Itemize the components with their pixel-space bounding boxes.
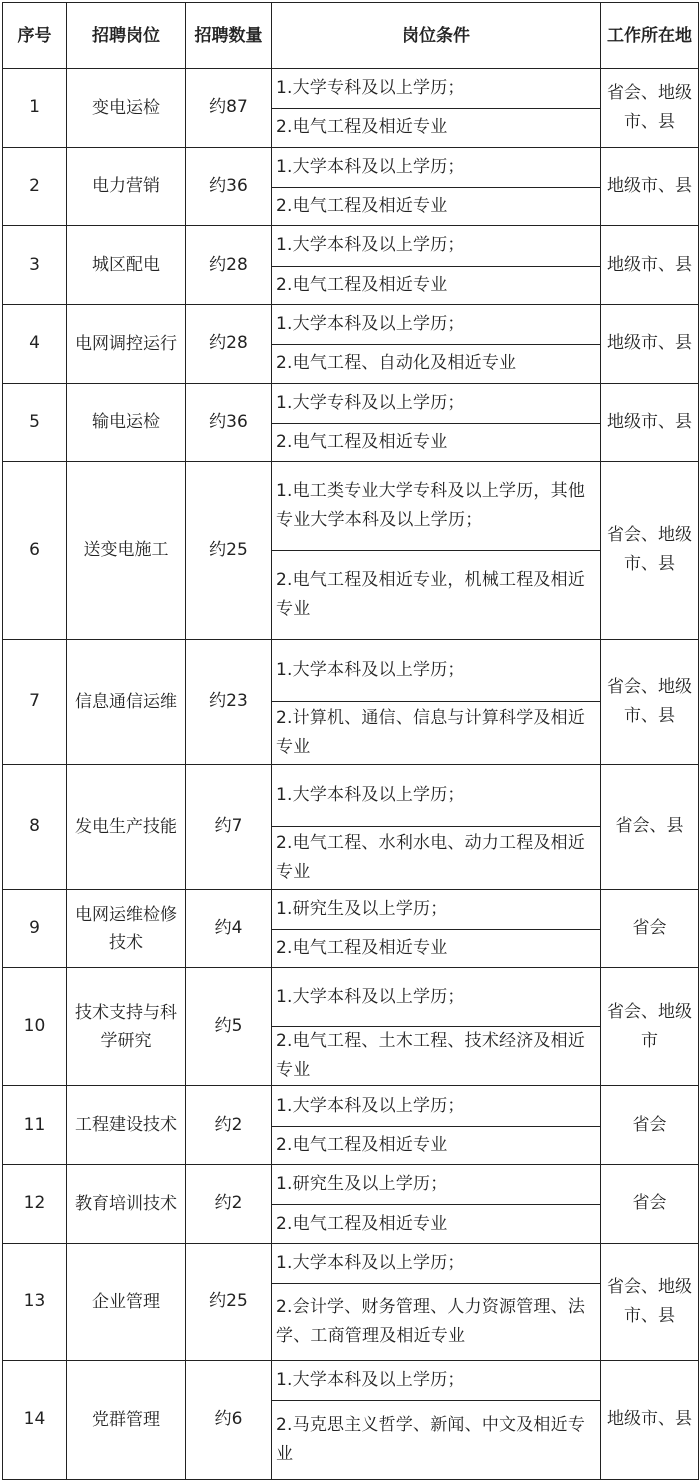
- row-condition-2: 2.电气工程及相近专业，机械工程及相近专业: [272, 550, 601, 639]
- row-condition-1: 1.大学本科及以上学历；: [272, 639, 601, 702]
- row-count: 约25: [186, 462, 272, 640]
- row-position: 技术支持与科学研究: [67, 968, 186, 1086]
- row-location: 省会: [601, 1165, 699, 1244]
- row-condition-1: 1.大学本科及以上学历；: [272, 1360, 601, 1400]
- row-condition-2: 2.电气工程、自动化及相近专业: [272, 345, 601, 383]
- row-location: 省会、地级市、县: [601, 69, 699, 148]
- row-location: 省会、地级市、县: [601, 462, 699, 640]
- row-count: 约5: [186, 968, 272, 1086]
- table-row: [3, 968, 699, 1026]
- row-condition-1: 1.电工类专业大学专科及以上学历，其他专业大学本科及以上学历；: [272, 462, 601, 551]
- row-condition-2: 2.电气工程及相近专业: [272, 423, 601, 461]
- row-location: 地级市、县: [601, 1360, 699, 1479]
- row-condition-1: 1.大学专科及以上学历；: [272, 69, 601, 109]
- row-condition-2: 2.电气工程、水利水电、动力工程及相近专业: [272, 827, 601, 890]
- table-header-row: [3, 3, 699, 69]
- table-row: [3, 1165, 699, 1205]
- row-condition-1: 1.大学本科及以上学历；: [272, 1243, 601, 1283]
- table-row: [3, 226, 699, 266]
- row-position: 输电运检: [67, 383, 186, 462]
- row-index: 7: [3, 639, 67, 764]
- row-position: 电网调控运行: [67, 304, 186, 383]
- row-index: 12: [3, 1165, 67, 1244]
- row-condition-1: 1.大学本科及以上学历；: [272, 226, 601, 266]
- row-location: 省会、地级市: [601, 968, 699, 1086]
- row-location: 省会、地级市、县: [601, 1243, 699, 1360]
- row-count: 约87: [186, 69, 272, 148]
- table-row: [3, 889, 699, 929]
- row-index: 8: [3, 764, 67, 889]
- row-position: 教育培训技术: [67, 1165, 186, 1244]
- row-condition-1: 1.研究生及以上学历；: [272, 889, 601, 929]
- row-index: 11: [3, 1086, 67, 1165]
- row-count: 约2: [186, 1165, 272, 1244]
- row-location: 地级市、县: [601, 226, 699, 305]
- row-index: 1: [3, 69, 67, 148]
- row-count: 约4: [186, 889, 272, 968]
- row-position: 企业管理: [67, 1243, 186, 1360]
- row-condition-1: 1.大学专科及以上学历；: [272, 383, 601, 423]
- row-location: 省会: [601, 889, 699, 968]
- table-row: [3, 69, 699, 109]
- row-count: 约2: [186, 1086, 272, 1165]
- header-location: 工作所在地: [601, 3, 699, 69]
- row-condition-2: 2.电气工程及相近专业: [272, 266, 601, 304]
- row-condition-2: 2.计算机、通信、信息与计算科学及相近专业: [272, 702, 601, 765]
- recruitment-table: [2, 2, 699, 1480]
- row-index: 10: [3, 968, 67, 1086]
- row-count: 约7: [186, 764, 272, 889]
- row-index: 9: [3, 889, 67, 968]
- row-count: 约36: [186, 147, 272, 226]
- row-condition-2: 2.电气工程及相近专业: [272, 187, 601, 225]
- row-index: 3: [3, 226, 67, 305]
- row-position: 城区配电: [67, 226, 186, 305]
- row-location: 地级市、县: [601, 304, 699, 383]
- row-condition-1: 1.大学本科及以上学历；: [272, 968, 601, 1026]
- row-position: 工程建设技术: [67, 1086, 186, 1165]
- row-position: 党群管理: [67, 1360, 186, 1479]
- table-row: [3, 304, 699, 344]
- row-position: 电网运维检修技术: [67, 889, 186, 968]
- row-location: 省会: [601, 1086, 699, 1165]
- row-index: 14: [3, 1360, 67, 1479]
- row-index: 2: [3, 147, 67, 226]
- table-row: [3, 462, 699, 551]
- row-condition-1: 1.大学本科及以上学历；: [272, 304, 601, 344]
- row-count: 约36: [186, 383, 272, 462]
- table-row: [3, 1086, 699, 1126]
- row-position: 信息通信运维: [67, 639, 186, 764]
- table-body: [3, 69, 699, 1480]
- row-condition-2: 2.电气工程及相近专业: [272, 930, 601, 968]
- row-count: 约28: [186, 226, 272, 305]
- row-position: 送变电施工: [67, 462, 186, 640]
- row-condition-1: 1.大学本科及以上学历；: [272, 147, 601, 187]
- row-count: 约6: [186, 1360, 272, 1479]
- row-condition-2: 2.电气工程及相近专业: [272, 109, 601, 147]
- table-row: [3, 764, 699, 827]
- row-location: 地级市、县: [601, 147, 699, 226]
- header-conditions: 岗位条件: [272, 3, 601, 69]
- row-condition-1: 1.研究生及以上学历；: [272, 1165, 601, 1205]
- row-index: 5: [3, 383, 67, 462]
- row-condition-2: 2.会计学、财务管理、人力资源管理、法学、工商管理及相近专业: [272, 1284, 601, 1361]
- row-index: 13: [3, 1243, 67, 1360]
- table-row: [3, 639, 699, 702]
- row-position: 电力营销: [67, 147, 186, 226]
- row-position: 变电运检: [67, 69, 186, 148]
- header-count: 招聘数量: [186, 3, 272, 69]
- header-index: 序号: [3, 3, 67, 69]
- row-condition-2: 2.电气工程、土木工程、技术经济及相近专业: [272, 1026, 601, 1086]
- row-location: 地级市、县: [601, 383, 699, 462]
- row-location: 省会、地级市、县: [601, 639, 699, 764]
- header-position: 招聘岗位: [67, 3, 186, 69]
- table-row: [3, 147, 699, 187]
- row-index: 4: [3, 304, 67, 383]
- row-condition-2: 2.电气工程及相近专业: [272, 1205, 601, 1243]
- row-condition-2: 2.马克思主义哲学、新闻、中文及相近专业: [272, 1401, 601, 1480]
- table-row: [3, 383, 699, 423]
- row-location: 省会、县: [601, 764, 699, 889]
- table-row: [3, 1360, 699, 1400]
- row-count: 约23: [186, 639, 272, 764]
- row-count: 约25: [186, 1243, 272, 1360]
- row-position: 发电生产技能: [67, 764, 186, 889]
- row-condition-1: 1.大学本科及以上学历；: [272, 1086, 601, 1126]
- row-condition-2: 2.电气工程及相近专业: [272, 1126, 601, 1164]
- row-condition-1: 1.大学本科及以上学历；: [272, 764, 601, 827]
- table-row: [3, 1243, 699, 1283]
- row-count: 约28: [186, 304, 272, 383]
- row-index: 6: [3, 462, 67, 640]
